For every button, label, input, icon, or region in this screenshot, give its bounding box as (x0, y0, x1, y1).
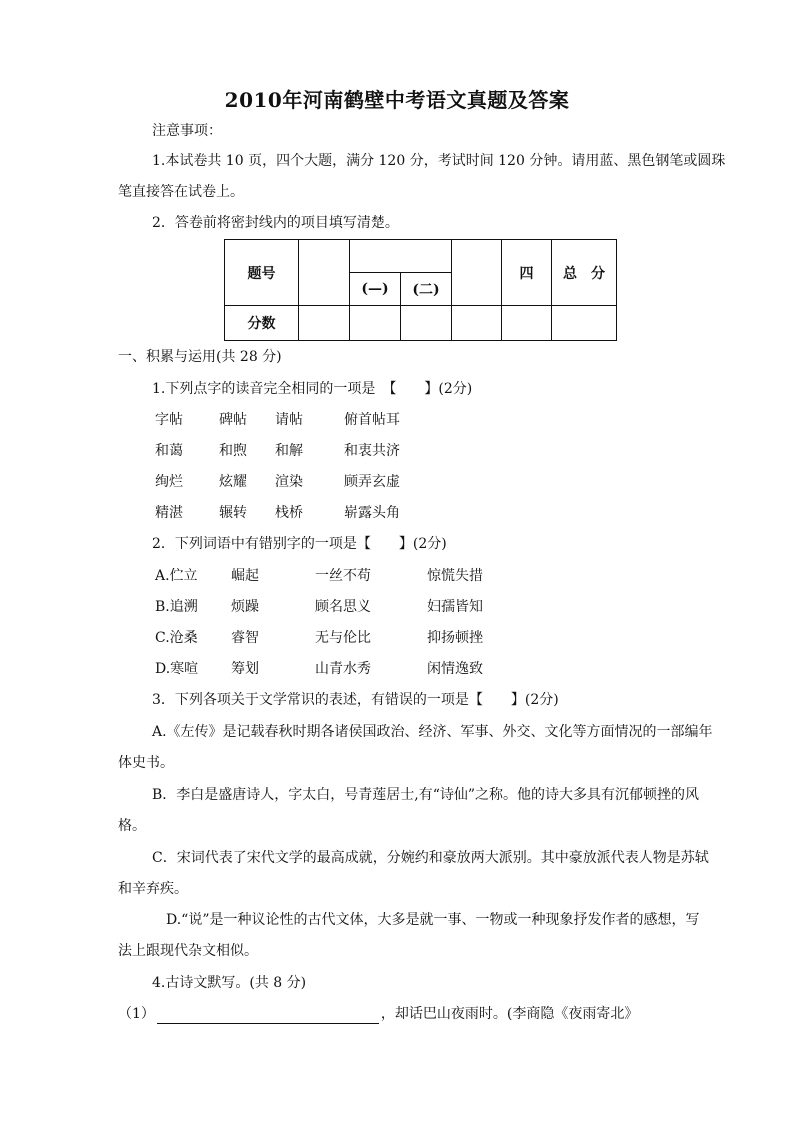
q2-option: 惊慌失措 (427, 568, 483, 584)
q2-option: 妇孺皆知 (427, 599, 483, 615)
q3-stem: 3．下列各项关于文学常识的表述，有错误的一项是【 】(2分) (152, 692, 559, 708)
q2-option: 闲情逸致 (427, 661, 483, 677)
row-label-score: 分数 (225, 306, 299, 341)
q1-option: 俯首帖耳 (344, 412, 400, 428)
score-cell[interactable] (452, 306, 502, 341)
q2-option: D.寒喧 (155, 661, 199, 677)
q1-option: 碑帖 (219, 412, 247, 428)
q1-option: 精湛 (155, 505, 183, 521)
q2-option: 抑扬顿挫 (427, 630, 483, 646)
q1-option: 和煦 (219, 443, 247, 459)
q4-item-1 (118, 1004, 638, 1024)
q4-item-1-number: （1） (118, 1006, 155, 1022)
score-cell[interactable] (350, 306, 401, 341)
q2-option: 睿智 (231, 630, 259, 646)
q1-option: 栈桥 (275, 505, 303, 521)
q4-stem: 4.古诗文默写。(共 8 分) (152, 975, 307, 991)
q2-option: 顾名思义 (315, 599, 371, 615)
page-title: 2010年河南鹤壁中考语文真题及答案 (224, 88, 570, 112)
q4-item-1-text: ，却话巴山夜雨时。(李商隐《夜雨寄北》 (380, 1006, 639, 1022)
score-table (224, 239, 617, 341)
q2-option: C.沧桑 (155, 630, 198, 646)
q3-option-a: A.《左传》是记载春秋时期各诸侯国政治、经济、军事、外交、文化等方面情况的一部编年 (152, 724, 713, 740)
q1-option: 渲染 (275, 474, 303, 490)
q1-option: 绚烂 (155, 474, 183, 490)
q1-option: 崭露头角 (344, 505, 400, 521)
section-1-heading: 一、积累与运用(共 28 分) (118, 349, 282, 365)
score-cell[interactable] (299, 306, 350, 341)
q1-option: 辗转 (219, 505, 247, 521)
q2-option: 崛起 (231, 568, 259, 584)
q2-option: 烦躁 (231, 599, 259, 615)
q1-option: 顾弄玄虚 (344, 474, 400, 490)
col-total: 总 分 (552, 240, 617, 306)
q1-option: 和解 (275, 443, 303, 459)
q1-option: 请帖 (275, 412, 303, 428)
notes-heading: 注意事项： (152, 123, 222, 139)
q3-option-a-cont: 体史书。 (118, 755, 174, 771)
q3-option-b: B．李白是盛唐诗人，字太白，号青莲居士,有“诗仙”之称。他的诗大多具有沉郁顿挫的风 (152, 787, 700, 803)
note-1-line-2: 笔直接答在试卷上。 (118, 184, 244, 200)
cell-part-three (452, 240, 502, 306)
q3-option-d-cont: 法上跟现代杂文相似。 (118, 943, 258, 959)
score-cell[interactable] (502, 306, 552, 341)
q2-option: 山青水秀 (315, 661, 371, 677)
note-2: 2．答卷前将密封线内的项目填写清楚。 (152, 215, 399, 231)
row-label-question-number: 题号 (225, 240, 299, 306)
col-four: 四 (502, 240, 552, 306)
q3-option-c: C．宋词代表了宋代文学的最高成就，分婉约和豪放两大派别。其中豪放派代表人物是苏轼 (152, 850, 709, 866)
cell-part-two-header (350, 240, 452, 273)
q2-option: B.追溯 (155, 599, 198, 615)
q1-option: 和蔼 (155, 443, 183, 459)
cell-part-one (299, 240, 350, 306)
score-cell[interactable] (401, 306, 452, 341)
answer-blank[interactable] (157, 1009, 379, 1024)
q1-option: 炫耀 (219, 474, 247, 490)
q2-option: 一丝不苟 (315, 568, 371, 584)
q1-option: 和衷共济 (344, 443, 400, 459)
q2-option: 筹划 (231, 661, 259, 677)
q1-option: 字帖 (155, 412, 183, 428)
q2-option: 无与伦比 (315, 630, 371, 646)
note-1-line-1: 1.本试卷共 10 页，四个大题，满分 120 分，考试时间 120 分钟。请用蓝、黑色钢笔或圆珠 (152, 153, 726, 169)
score-cell[interactable] (552, 306, 617, 341)
q1-stem: 1.下列点字的读音完全相同的一项是 【 】(2分) (152, 381, 473, 397)
q3-option-c-cont: 和辛弃疾。 (118, 881, 188, 897)
q3-option-b-cont: 格。 (118, 818, 146, 834)
sub-col-one: (—) (350, 273, 401, 306)
q2-stem: 2．下列词语中有错别字的一项是【 】(2分) (152, 536, 447, 552)
sub-col-two: (二) (401, 273, 452, 306)
q3-option-d: D.“说”是一种议论性的古代文体，大多是就一事、一物或一种现象抒发作者的感想，写 (166, 912, 700, 928)
q2-option: A.伫立 (155, 568, 198, 584)
